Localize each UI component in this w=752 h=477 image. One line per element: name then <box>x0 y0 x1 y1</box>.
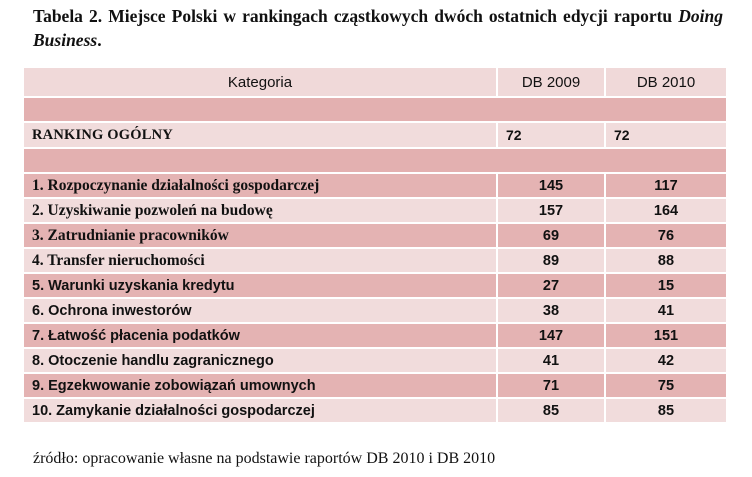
db2009-value: 145 <box>497 173 605 198</box>
db2010-value: 85 <box>605 398 727 423</box>
header-db2009: DB 2009 <box>497 67 605 97</box>
spacer-row <box>23 97 727 122</box>
db2009-value: 147 <box>497 323 605 348</box>
overall-ranking-row <box>23 122 727 148</box>
db2010-value: 42 <box>605 348 727 373</box>
table-header-row <box>23 67 727 97</box>
db2009-value: 69 <box>497 223 605 248</box>
header-db2010: DB 2010 <box>605 67 727 97</box>
spacer-row <box>23 148 727 173</box>
category-label: 1. Rozpoczynanie działalności gospodarczej <box>23 173 497 198</box>
category-rows <box>23 173 727 423</box>
db2010-value: 151 <box>605 323 727 348</box>
ranking-table <box>22 66 728 424</box>
table-row <box>23 198 727 223</box>
db2010-value: 76 <box>605 223 727 248</box>
db2010-value: 15 <box>605 273 727 298</box>
db2009-value: 85 <box>497 398 605 423</box>
db2009-value: 157 <box>497 198 605 223</box>
category-label: 4. Transfer nieruchomości <box>23 248 497 273</box>
db2010-value: 164 <box>605 198 727 223</box>
category-label: 7. Łatwość płacenia podatków <box>23 323 497 348</box>
category-label: 2. Uzyskiwanie pozwoleń na budowę <box>23 198 497 223</box>
db2010-value: 75 <box>605 373 727 398</box>
caption-suffix: . <box>97 30 102 50</box>
table-caption <box>33 4 723 52</box>
overall-db2009: 72 <box>497 122 605 148</box>
overall-db2010: 72 <box>605 122 727 148</box>
db2009-value: 27 <box>497 273 605 298</box>
table-row <box>23 398 727 423</box>
category-label: 10. Zamykanie działalności gospodarczej <box>23 398 497 423</box>
db2010-value: 88 <box>605 248 727 273</box>
db2009-value: 89 <box>497 248 605 273</box>
table-row <box>23 248 727 273</box>
category-label: 8. Otoczenie handlu zagranicznego <box>23 348 497 373</box>
db2009-value: 38 <box>497 298 605 323</box>
table-row <box>23 373 727 398</box>
caption-report-name: Doing Business <box>33 6 723 50</box>
table-row <box>23 348 727 373</box>
table-row <box>23 223 727 248</box>
table-row <box>23 173 727 198</box>
table-row <box>23 323 727 348</box>
db2010-value: 41 <box>605 298 727 323</box>
category-label: 9. Egzekwowanie zobowiązań umownych <box>23 373 497 398</box>
db2010-value: 117 <box>605 173 727 198</box>
category-label: 6. Ochrona inwestorów <box>23 298 497 323</box>
table-row <box>23 298 727 323</box>
table-row <box>23 273 727 298</box>
source-note: źródło: opracowanie własne na podstawie raportów DB 2010 i DB 2010 <box>33 450 496 467</box>
category-label: 3. Zatrudnianie pracowników <box>23 223 497 248</box>
caption-prefix: Tabela 2. Miejsce Polski w rankingach cząstkowych dwóch ostatnich edycji raportu <box>33 6 679 26</box>
category-label: 5. Warunki uzyskania kredytu <box>23 273 497 298</box>
header-kategoria: Kategoria <box>23 67 497 97</box>
db2009-value: 41 <box>497 348 605 373</box>
overall-label: RANKING OGÓLNY <box>23 122 497 148</box>
db2009-value: 71 <box>497 373 605 398</box>
